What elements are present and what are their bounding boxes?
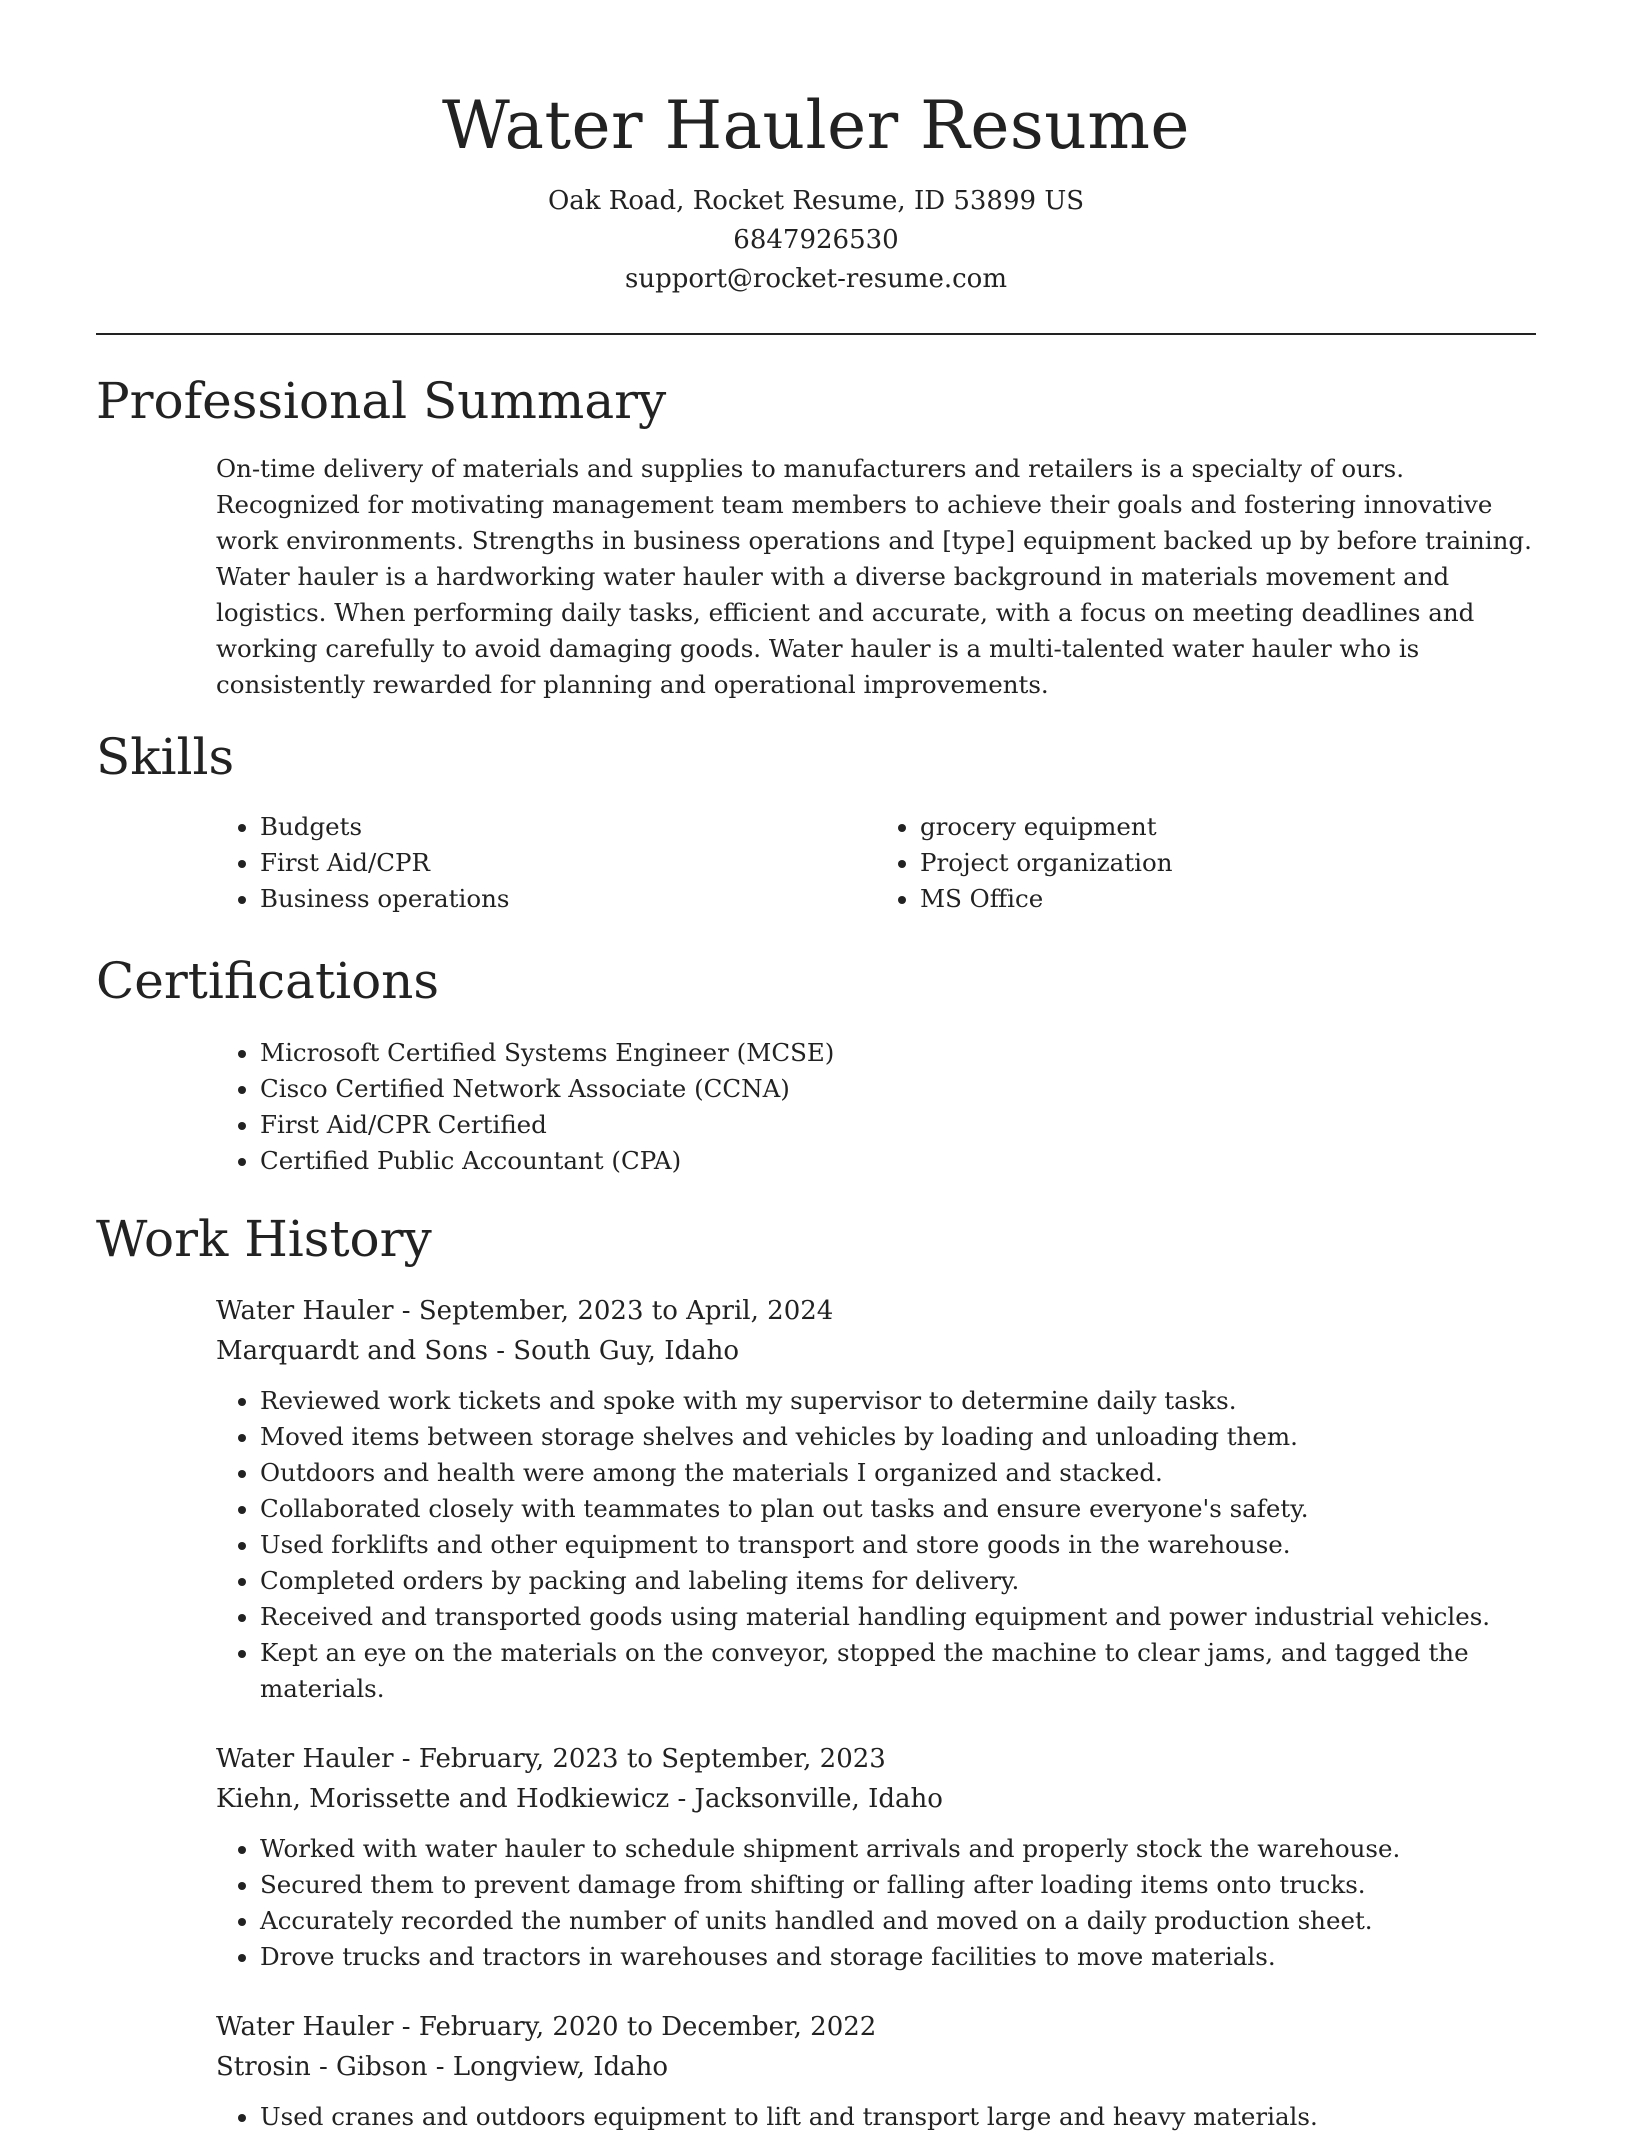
job-bullet: • Kept an eye on the materials on the conveyor, stopped the machine to clear jams, and tagged the materials. <box>260 1635 1536 1707</box>
summary-text: On-time delivery of materials and supplies to manufacturers and retailers is a specialty of ours. Recognized for motivating management team members to achieve their goals and fostering innovative work environments. Strengths in business operations and [type] equipment backed up by before training. Water hauler is a hardworking water hauler with a diverse background in materials movement and logistics. When performing daily tasks, efficient and accurate, with a focus on meeting deadlines and working carefully to avoid damaging goods. Water hauler is a multi-talented water hauler who is consistently rewarded for planning and operational improvements. <box>216 454 1532 699</box>
job-title: Water Hauler <box>216 1744 394 1774</box>
contact-email: support@rocket-resume.com <box>624 264 1007 294</box>
job-bullet: • Collaborated closely with teammates to plan out tasks and ensure everyone's safety. <box>260 1491 1536 1527</box>
job-location: Longview, Idaho <box>452 2052 669 2082</box>
job-company-line: Strosin - Gibson - Longview, Idaho <box>216 2052 669 2082</box>
job-bullet: • Accurately recorded the number of units handled and moved on a daily production sheet. <box>260 1903 1536 1939</box>
job-entry <box>216 1291 1536 1707</box>
skills-list <box>216 809 1536 917</box>
skill-item: • grocery equipment <box>920 809 1536 845</box>
job-bullet: • Received and transported goods using material handling equipment and power industrial vehicles. <box>260 1599 1536 1635</box>
job-bullet: • Used forklifts and other equipment to transport and store goods in the warehouse. <box>260 1527 1536 1563</box>
job-company-line: Marquardt and Sons - South Guy, Idaho <box>216 1336 740 1366</box>
skill-item: • Business operations <box>260 881 876 917</box>
skill-item: • Project organization <box>920 845 1536 881</box>
job-dates: February, 2023 to September, 2023 <box>418 1744 886 1774</box>
job-title: Water Hauler <box>216 2012 394 2042</box>
job-bullet: • Used cranes and outdoors equipment to lift and transport large and heavy materials. <box>260 2099 1536 2135</box>
job-bullet: • Worked with water hauler to schedule shipment arrivals and properly stock the warehouse. <box>260 1831 1536 1867</box>
job-company: Strosin - Gibson <box>216 2052 428 2082</box>
job-title-line: Water Hauler - February, 2020 to December, 2022 <box>216 2012 877 2042</box>
job-entry <box>216 2007 1536 2135</box>
certifications-heading: Certifications <box>96 952 440 1010</box>
resume-title: Water Hauler Resume <box>442 87 1190 164</box>
job-location: South Guy, Idaho <box>513 1336 740 1366</box>
job-bullet: • Outdoors and health were among the materials I organized and stacked. <box>260 1455 1536 1491</box>
certifications-list <box>216 1035 1536 1179</box>
job-bullet: • Moved items between storage shelves and vehicles by loading and unloading them. <box>260 1419 1536 1455</box>
contact-phone: 6847926530 <box>733 225 899 255</box>
job-title-line: Water Hauler - September, 2023 to April, 2024 <box>216 1296 834 1326</box>
skill-item: • Budgets <box>260 809 876 845</box>
header-divider <box>96 333 1536 335</box>
skill-item: • First Aid/CPR <box>260 845 876 881</box>
job-bullet-list <box>216 2099 1536 2135</box>
job-company: Marquardt and Sons <box>216 1336 488 1366</box>
contact-info <box>96 182 1536 299</box>
job-dates: September, 2023 to April, 2024 <box>418 1296 834 1326</box>
job-company-line: Kiehn, Morissette and Hodkiewicz - Jacksonville, Idaho <box>216 1784 943 1814</box>
work-history-heading: Work History <box>96 1210 432 1268</box>
job-bullet: • Secured them to prevent damage from shifting or falling after loading items onto trucks. <box>260 1867 1536 1903</box>
contact-address: Oak Road, Rocket Resume, ID 53899 US <box>547 186 1085 216</box>
job-bullet: • Reviewed work tickets and spoke with my supervisor to determine daily tasks. <box>260 1383 1536 1419</box>
job-bullet-list <box>216 1831 1536 1975</box>
job-dates: February, 2020 to December, 2022 <box>418 2012 877 2042</box>
certification-item: • Microsoft Certified Systems Engineer (MCSE) <box>260 1035 1536 1071</box>
skills-column-right <box>876 809 1536 917</box>
skills-heading: Skills <box>96 728 235 786</box>
resume-page <box>96 0 1536 2135</box>
skill-item: • MS Office <box>920 881 1536 917</box>
job-title: Water Hauler <box>216 1296 394 1326</box>
job-location: Jacksonville, Idaho <box>694 1784 943 1814</box>
skills-column-left <box>216 809 876 917</box>
summary-heading: Professional Summary <box>96 372 667 430</box>
job-title-line: Water Hauler - February, 2023 to September, 2023 <box>216 1744 886 1774</box>
job-bullet: • Drove trucks and tractors in warehouses and storage facilities to move materials. <box>260 1939 1536 1975</box>
job-entry <box>216 1739 1536 1975</box>
certification-item: • Certified Public Accountant (CPA) <box>260 1143 1536 1179</box>
job-company: Kiehn, Morissette and Hodkiewicz <box>216 1784 670 1814</box>
job-bullet: • Completed orders by packing and labeling items for delivery. <box>260 1563 1536 1599</box>
certification-item: • First Aid/CPR Certified <box>260 1107 1536 1143</box>
job-bullet-list <box>216 1383 1536 1707</box>
certification-item: • Cisco Certified Network Associate (CCNA) <box>260 1071 1536 1107</box>
